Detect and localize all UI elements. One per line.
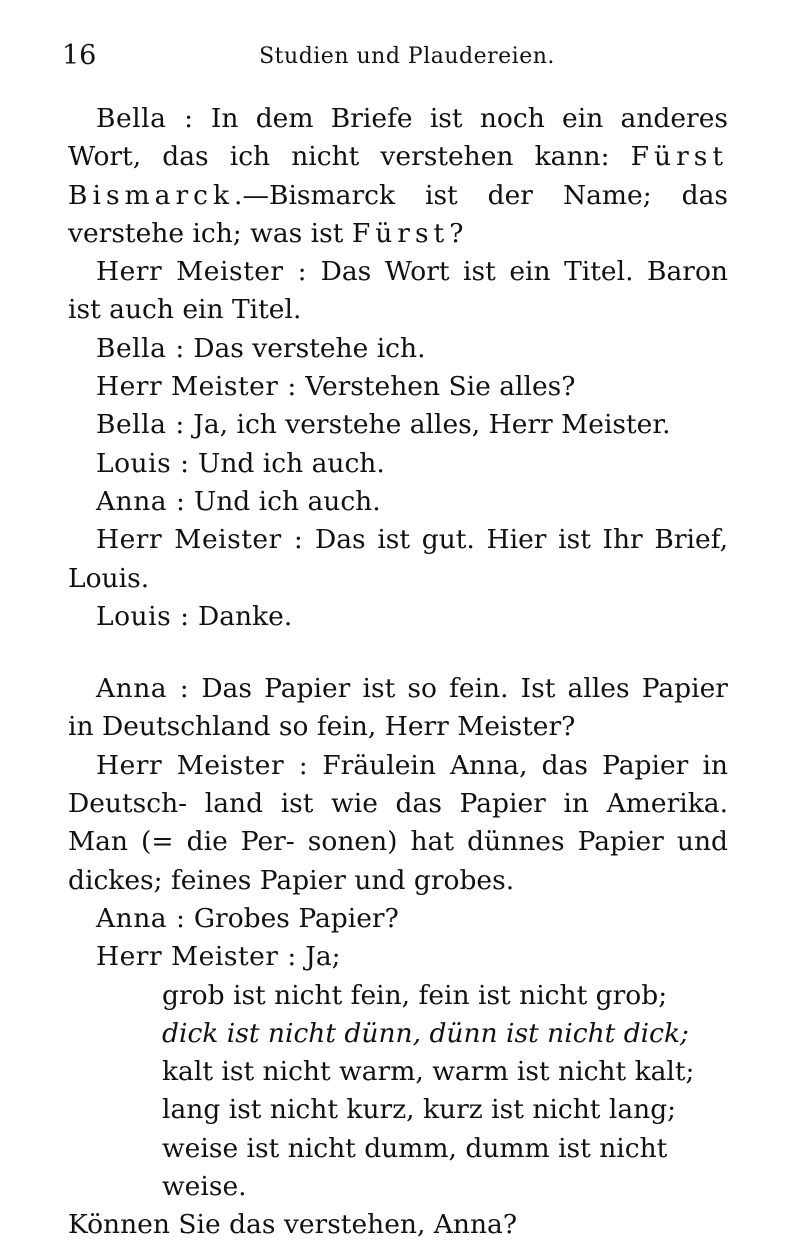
dialogue-text: ? — [449, 217, 464, 249]
spaced-term: Fürst Bismarck — [68, 141, 728, 211]
section-gap — [68, 636, 728, 670]
dialogue-text: Und ich auch. — [193, 485, 381, 517]
dialogue-line — [68, 406, 728, 444]
spaced-term: Fürst — [351, 217, 450, 249]
dialogue-line — [68, 521, 728, 598]
dialogue-text: .—Bismarck ist der Name; das verstehe ich; was ist — [68, 179, 728, 249]
speaker-label: Herr Meister : — [96, 941, 297, 973]
dialogue-line — [68, 900, 728, 938]
running-title: Studien und Plaudereien. — [259, 44, 555, 69]
dialogue-line — [68, 938, 728, 976]
dialogue-line — [68, 670, 728, 747]
dialogue-text: Und ich auch. — [197, 447, 385, 479]
speaker-label: Bella : — [96, 409, 185, 441]
dialogue-text: Danke. — [197, 600, 293, 632]
dialogue-line — [68, 598, 728, 636]
speaker-label: Louis : — [96, 600, 190, 632]
speaker-label: Herr Meister : — [96, 524, 304, 556]
speaker-label: Herr Meister : — [96, 256, 308, 288]
page-number: 16 — [62, 40, 97, 71]
dialogue-line — [68, 747, 728, 900]
dialogue-text: Das Papier ist so fein. Ist alles Papier in Deutschland so fein, Herr Meister? — [68, 673, 728, 743]
dialogue-line — [68, 330, 728, 368]
dialogue-text: Grobes Papier? — [193, 902, 399, 934]
dialogue-text: Ja; — [305, 941, 341, 973]
dialogue-line — [68, 445, 728, 483]
dialogue-line — [68, 368, 728, 406]
dialogue-text: Fräulein Anna, das Papier in Deutsch- land ist wie das Papier in Amerika. Man (= die Per- sonen) hat dünnes Papier und dickes; feines Papier und grobes. — [68, 749, 728, 896]
dialogue-line — [68, 253, 728, 330]
page-header — [62, 40, 732, 80]
verse-line: kalt ist nicht warm, warm ist nicht kalt; — [162, 1056, 695, 1088]
speaker-label: Louis : — [96, 447, 190, 479]
speaker-label: Bella : — [96, 103, 194, 134]
speaker-label: Bella : — [96, 332, 185, 364]
dialogue-text: Das verstehe ich. — [193, 332, 426, 364]
dialogue-text: Das ist gut. Hier ist Ihr Brief, Louis. — [68, 524, 728, 594]
speaker-label: Herr Meister : — [96, 749, 309, 781]
dialogue-text: In dem Briefe ist noch ein anderes Wort, das ich nicht verstehen kann: — [68, 103, 728, 173]
verse-line: dick ist nicht dünn, dünn ist nicht dick; — [162, 1017, 689, 1049]
speaker-label: Anna : — [96, 673, 190, 705]
speaker-label: Anna : — [96, 902, 186, 934]
verse-line: grob ist nicht fein, fein ist nicht grob; — [162, 979, 668, 1011]
dialogue-text — [68, 100, 728, 1245]
dialogue-line — [68, 483, 728, 521]
verse-line: lang ist nicht kurz, kurz ist nicht lang; — [162, 1094, 677, 1126]
dialogue-text: Verstehen Sie alles? — [305, 371, 576, 403]
speaker-label: Anna : — [96, 485, 186, 517]
dialogue-text: Ja, ich verstehe alles, Herr Meister. — [193, 409, 671, 441]
speaker-label: Herr Meister : — [96, 371, 297, 403]
dialogue-line — [68, 100, 728, 253]
verse-line: weise ist nicht dumm, dumm ist nicht weise. — [162, 1132, 668, 1203]
closing-line: Können Sie das verstehen, Anna? — [68, 1209, 518, 1241]
dialogue-text: Das Wort ist ein Titel. Baron ist auch ein Titel. — [68, 256, 728, 326]
